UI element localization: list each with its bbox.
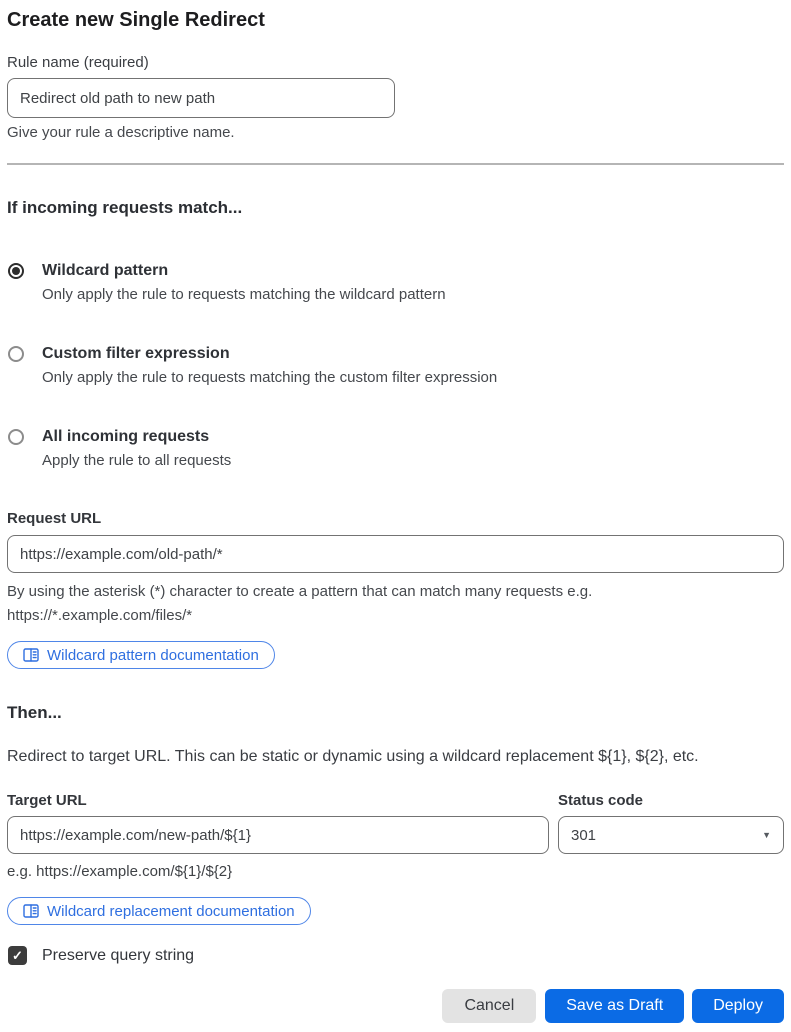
radio-option-custom-filter-expression[interactable] <box>7 344 784 388</box>
preserve-query-label[interactable]: Preserve query string <box>42 946 195 964</box>
status-code-cell <box>558 792 784 854</box>
cancel-button[interactable]: Cancel <box>442 989 536 1023</box>
request-url-help-line1: By using the asterisk (*) character to create a pattern that can match many requests e.g. <box>7 583 593 600</box>
request-url-input[interactable] <box>7 535 784 573</box>
radio-button-all-incoming-requests[interactable] <box>8 429 24 445</box>
save-as-draft-button[interactable]: Save as Draft <box>545 989 684 1023</box>
rule-name-label: Rule name (required) <box>7 54 149 71</box>
doc-button-label: Wildcard replacement documentation <box>47 902 295 920</box>
wildcard-pattern-docs-button[interactable] <box>7 641 275 669</box>
preserve-query-checkbox[interactable] <box>8 946 27 965</box>
radio-description: Only apply the rule to requests matching the wildcard pattern <box>42 286 446 303</box>
radio-option-texts <box>42 261 446 305</box>
request-url-help-line2: https://*.example.com/files/* <box>7 607 193 624</box>
page-title: Create new Single Redirect <box>7 9 265 31</box>
then-description: Redirect to target URL. This can be static or dynamic using a wildcard replacement ${1}, ${2}, etc. <box>7 748 699 765</box>
then-section-heading: Then... <box>7 703 62 722</box>
radio-label[interactable]: Custom filter expression <box>42 345 230 362</box>
radio-button-wildcard-pattern[interactable] <box>8 263 24 279</box>
rule-name-input[interactable] <box>7 78 395 118</box>
wildcard-replacement-docs-button[interactable] <box>7 897 311 925</box>
target-url-help: e.g. https://example.com/${1}/${2} <box>7 863 233 880</box>
book-icon <box>23 904 39 918</box>
checkmark-icon: ✓ <box>12 948 23 963</box>
radio-option-all-incoming-requests[interactable] <box>7 427 784 471</box>
radio-option-wildcard-pattern[interactable] <box>7 261 784 305</box>
form-actions <box>7 989 784 1023</box>
doc-button-label: Wildcard pattern documentation <box>47 646 259 664</box>
target-url-label: Target URL <box>7 792 87 809</box>
radio-description: Only apply the rule to requests matching the custom filter expression <box>42 369 498 386</box>
target-row <box>7 792 784 854</box>
radio-label[interactable]: Wildcard pattern <box>42 262 169 279</box>
section-divider <box>7 163 784 165</box>
chevron-down-icon: ▼ <box>762 830 771 840</box>
radio-label[interactable]: All incoming requests <box>42 428 210 445</box>
radio-description: Apply the rule to all requests <box>42 452 232 469</box>
status-code-value: 301 <box>571 826 597 844</box>
request-url-help <box>7 580 784 628</box>
rule-name-help: Give your rule a descriptive name. <box>7 124 235 141</box>
preserve-query-row[interactable] <box>7 946 784 965</box>
radio-button-custom-filter-expression[interactable] <box>8 346 24 362</box>
match-section-heading: If incoming requests match... <box>7 198 243 217</box>
book-icon <box>23 648 39 662</box>
status-code-select[interactable] <box>558 816 784 854</box>
radio-option-texts <box>42 427 231 471</box>
target-url-input[interactable] <box>7 816 549 854</box>
radio-option-texts <box>42 344 497 388</box>
status-code-label: Status code <box>558 792 644 809</box>
deploy-button[interactable]: Deploy <box>692 989 784 1023</box>
request-url-label: Request URL <box>7 510 102 527</box>
target-url-cell <box>7 792 549 854</box>
